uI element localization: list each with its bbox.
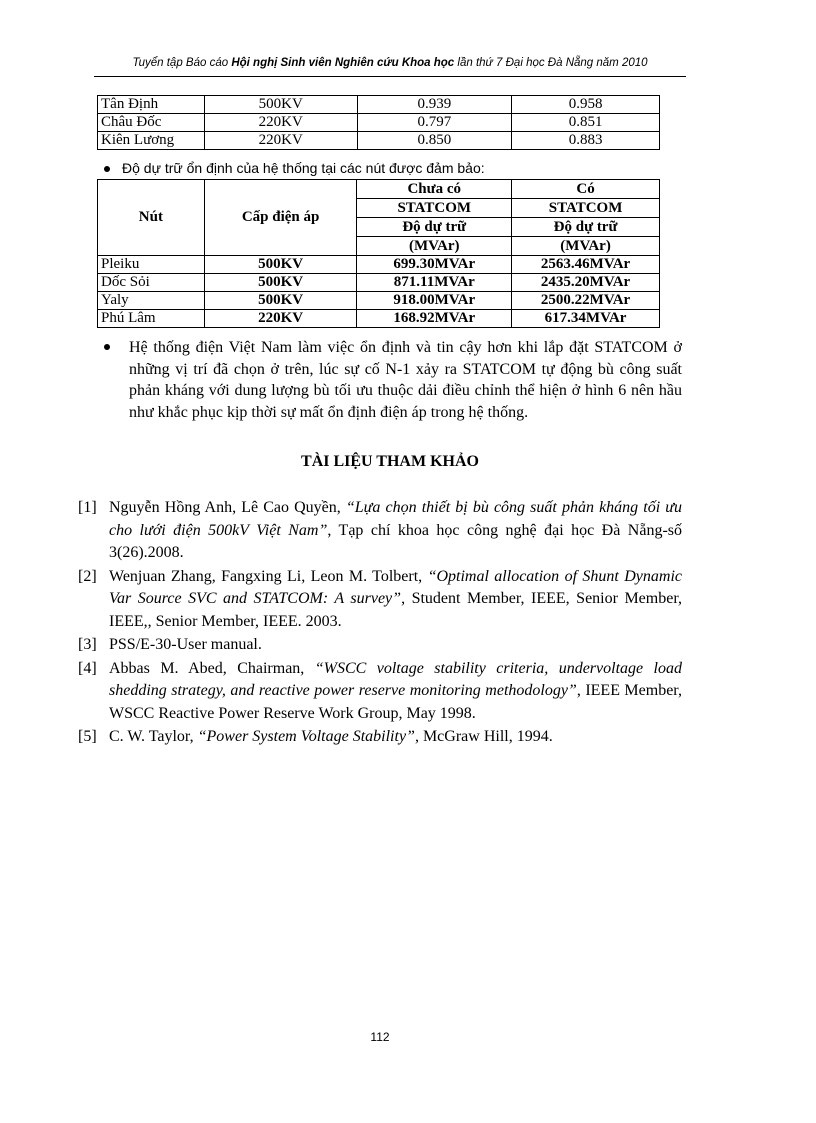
references-list	[78, 497, 682, 750]
header-without-line1: Chưa có	[357, 180, 512, 199]
header-prefix: Tuyển tập Báo cáo	[132, 57, 232, 69]
reference-item	[78, 726, 682, 749]
bullet-text: Độ dự trữ ổn định của hệ thống tại các nút được đảm bảo:	[122, 160, 485, 176]
table-row	[98, 114, 660, 132]
table-row	[98, 256, 660, 274]
reserve-without-cell: 918.00MVAr	[357, 292, 512, 310]
reference-title: “WSCC voltage stability criteria, undervoltage load shedding strategy, and reactive power reserve monitoring methodology”	[109, 659, 682, 699]
header-without-line2: STATCOM	[357, 199, 512, 218]
reference-number: [4]	[78, 659, 97, 677]
table-header-row	[98, 180, 660, 199]
node-cell: Phú Lâm	[98, 310, 205, 328]
reference-authors: Wenjuan Zhang, Fangxing Li, Leon M. Tolbert,	[109, 567, 428, 585]
table-row	[98, 310, 660, 328]
reference-item	[78, 658, 682, 726]
node-cell: Pleiku	[98, 256, 205, 274]
voltage-level-cell: 500KV	[204, 256, 357, 274]
bullet-stability-reserve	[104, 160, 485, 176]
bullet-conclusion	[104, 337, 682, 423]
reference-rest: , Student Member, IEEE, Senior Member, IEEE,, Senior Member, IEEE. 2003.	[109, 590, 683, 630]
header-suffix: lần thứ 7 Đại học Đà Nẵng năm 2010	[454, 57, 648, 69]
table-row	[98, 96, 660, 114]
voltage-level-cell: 500KV	[204, 96, 357, 114]
reserve-with-cell: 617.34MVAr	[512, 310, 660, 328]
bullet-icon	[104, 344, 110, 350]
reference-authors: C. W. Taylor,	[109, 728, 198, 745]
value-without-cell: 0.850	[357, 132, 512, 150]
bullet-icon	[104, 166, 110, 172]
value-without-cell: 0.797	[357, 114, 512, 132]
reference-authors: Nguyễn Hồng Anh, Lê Cao Quyền,	[109, 499, 346, 516]
value-with-cell: 0.958	[512, 96, 660, 114]
references-title: TÀI LIỆU THAM KHẢO	[301, 453, 479, 470]
reserve-without-cell: 871.11MVAr	[357, 274, 512, 292]
table-row	[98, 132, 660, 150]
header-reserve-line1: Độ dự trữ	[512, 218, 660, 237]
bullet-text: Hệ thống điện Việt Nam làm việc ổn định và tin cậy hơn khi lắp đặt STATCOM ở những vị trí đã chọn ở trên, lúc sự cố N-1 xảy ra STATCOM tự động bù công suất phản kháng với dung lượng bù tối ưu thuộc dải điều chỉnh thể hiện ở hình 6 nên hầu như khắc phục kịp thời sự mất ổn định điện áp trong hệ thống.	[129, 339, 682, 421]
value-with-cell: 0.851	[512, 114, 660, 132]
reserve-without-cell: 168.92MVAr	[357, 310, 512, 328]
header-conference: Hội nghị Sinh viên Nghiên cứu Khoa học	[231, 57, 455, 69]
voltage-level-cell: 220KV	[204, 114, 357, 132]
reference-number: [2]	[78, 567, 97, 585]
node-cell: Dốc Sỏi	[98, 274, 205, 292]
voltage-level-cell: 220KV	[204, 132, 357, 150]
reserve-table	[97, 179, 660, 328]
reference-item	[78, 634, 682, 657]
reserve-with-cell: 2435.20MVAr	[512, 274, 660, 292]
header-voltage: Cấp điện áp	[204, 180, 357, 256]
reference-rest: , McGraw Hill, 1994.	[414, 728, 553, 745]
table-row	[98, 274, 660, 292]
value-with-cell: 0.883	[512, 132, 660, 150]
node-cell: Kiên Lương	[98, 132, 205, 150]
reference-rest: , Tạp chí khoa học công nghệ đại học Đà Nẵng-số 3(26).2008.	[109, 521, 682, 561]
reference-item	[78, 497, 682, 565]
header-reserve-line2: (MVAr)	[512, 237, 660, 256]
reserve-without-cell: 699.30MVAr	[357, 256, 512, 274]
reference-title: “Optimal allocation of Shunt Dynamic Var Source SVC and STATCOM: A survey”	[109, 567, 683, 607]
header-rule	[94, 76, 686, 77]
voltage-level-cell: 500KV	[204, 292, 357, 310]
voltage-table	[97, 95, 660, 150]
node-cell: Tân Định	[98, 96, 205, 114]
node-cell: Yaly	[98, 292, 205, 310]
table-row	[98, 292, 660, 310]
reference-authors: Abbas M. Abed, Chairman,	[109, 659, 315, 677]
header-node: Nút	[98, 180, 205, 256]
header-reserve-line1: Độ dự trữ	[357, 218, 512, 237]
value-without-cell: 0.939	[357, 96, 512, 114]
reference-rest: , IEEE Member, WSCC Reactive Power Reserve Work Group, May 1998.	[109, 682, 682, 722]
header-reserve-line2: (MVAr)	[357, 237, 512, 256]
reference-title: “Power System Voltage Stability”	[197, 728, 415, 745]
reference-number: [1]	[78, 499, 97, 516]
reserve-with-cell: 2500.22MVAr	[512, 292, 660, 310]
header-with-line2: STATCOM	[512, 199, 660, 218]
reference-item	[78, 566, 682, 634]
node-cell: Châu Đốc	[98, 114, 205, 132]
voltage-level-cell: 500KV	[204, 274, 357, 292]
reference-number: [3]	[78, 636, 97, 653]
running-header	[94, 57, 686, 69]
reference-number: [5]	[78, 728, 97, 745]
reference-title: “Lựa chọn thiết bị bù công suất phản kháng tối ưu cho lưới điện 500kV Việt Nam”	[109, 499, 683, 539]
page-number: 112	[370, 1030, 390, 1044]
reference-authors: PSS/E-30-User manual.	[109, 636, 262, 653]
reserve-with-cell: 2563.46MVAr	[512, 256, 660, 274]
header-with-line1: Có	[512, 180, 660, 199]
voltage-level-cell: 220KV	[204, 310, 357, 328]
